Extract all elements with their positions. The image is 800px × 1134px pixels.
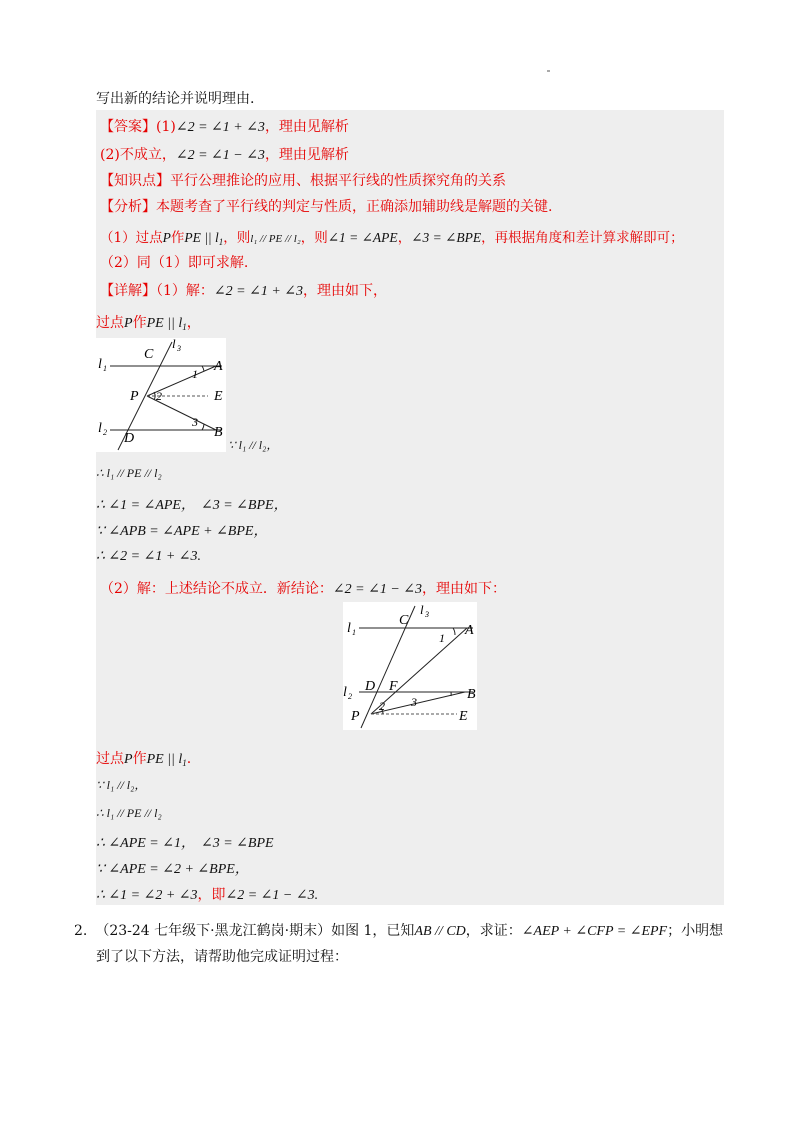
fig1-angle-2: 2 xyxy=(156,389,162,403)
fig2-angle-1: 1 xyxy=(439,631,445,645)
fig2-label-c: C xyxy=(399,613,409,628)
draw-text-a: 过点 xyxy=(96,315,124,331)
detail-draw-line: 过点P作PE || $l_1$， xyxy=(96,315,201,332)
answer-tag: 【答案】 xyxy=(100,119,156,135)
proof2-line-2: ∴ l₁ // PE // l₂ xyxy=(96,806,162,820)
knowledge-tag: 【知识点】 xyxy=(100,173,170,189)
answer-p1-suffix: ，理由见解析 xyxy=(264,119,349,135)
fig1-label-p: P xyxy=(130,389,139,404)
answer-p2-prefix: (2)不成立， xyxy=(100,147,176,163)
step1-math-4: ∠3 = ∠BPE xyxy=(411,230,482,245)
draw2-math: PE || l xyxy=(146,752,183,767)
fig1-label-d: D xyxy=(124,431,135,446)
part2-math: ∠2 = ∠1 − ∠3 xyxy=(332,582,422,597)
proof2-m1b: ， xyxy=(134,778,147,792)
knowledge-text: 平行公理推论的应用、根据平行线的性质探究角的关系 xyxy=(170,173,506,189)
answer-line-2 xyxy=(100,144,349,164)
proof2-m5b: ，即 xyxy=(197,888,226,903)
fig2-label-l1-name: l xyxy=(347,621,351,636)
proof2-m5c: ∠2 = ∠1 − ∠3 xyxy=(225,888,315,903)
detail-since-1: ∵ l₁ // l₂， xyxy=(228,438,279,452)
fig1-angle-1: 1 xyxy=(192,367,198,381)
proof1-line-1: ∴ l₁ // PE // l₂ xyxy=(96,466,162,480)
question-math-2: ∠AEP + ∠CFP = ∠EPF xyxy=(521,924,668,939)
figure-2 xyxy=(343,602,477,730)
analysis-tag: 【分析】 xyxy=(100,199,156,215)
analysis-line xyxy=(100,196,552,216)
proof2-m1: ∵ l₁ // l₂ xyxy=(96,778,135,792)
proof1-line-4 xyxy=(96,548,201,565)
answer-line-1 xyxy=(100,116,349,136)
fig1-label-l1-sub: 1 xyxy=(103,364,107,373)
proof2-m3c: ∠3 = ∠BPE xyxy=(200,836,274,851)
detail-head xyxy=(100,280,387,300)
step1-text-c: ，则 xyxy=(223,230,251,246)
proof1-l4b: . xyxy=(197,549,201,564)
analysis-step-1: （1）过点P作PE || $l_1$，则l₁ // PE // l₂，则∠1 = ∠APE，∠3 = ∠BPE，再根据角度和差计算求解即可； xyxy=(100,230,684,247)
draw-point-p: P xyxy=(124,316,133,331)
fig1-label-b: B xyxy=(214,425,223,440)
proof1-l3: ∵ ∠APB = ∠APE + ∠BPE xyxy=(96,524,254,539)
step1-text-f: ，再根据角度和差计算求解即可； xyxy=(481,230,684,246)
fig1-label-l2-sub: 2 xyxy=(103,428,107,437)
fig1-label-l3-name: l xyxy=(172,338,176,351)
answer-p1-prefix: (1) xyxy=(156,119,176,135)
proof2-line-3 xyxy=(96,832,274,852)
proof2-m3b: ， xyxy=(180,836,195,851)
intro-line: 写出新的结论并说明理由. xyxy=(96,91,255,107)
proof1-l2c: ∠3 = ∠BPE xyxy=(200,498,274,513)
fig1-label-e: E xyxy=(214,389,223,404)
page-dot xyxy=(547,70,550,72)
part2-text-b: ，理由如下： xyxy=(422,581,506,597)
fig2-label-a: A xyxy=(465,623,474,638)
draw-text-b: 作 xyxy=(132,315,147,331)
draw2-text-b: 作 xyxy=(132,751,147,767)
knowledge-line xyxy=(100,170,506,190)
proof2-m5d: . xyxy=(314,888,319,903)
draw2-text-a: 过点 xyxy=(96,751,124,767)
fig2-label-l3-name: l xyxy=(420,602,424,617)
fig2-label-l3-sub: 3 xyxy=(425,610,429,619)
proof2-line-4 xyxy=(96,858,249,878)
proof2-m4: ∵ ∠APE = ∠2 + ∠BPE xyxy=(96,862,235,877)
step1-text-e: ， xyxy=(397,230,412,246)
proof2-m5a: ∴ ∠1 = ∠2 + ∠3 xyxy=(96,888,198,903)
fig1-angle-3: 3 xyxy=(192,415,198,429)
fig1-label-l2-name: l xyxy=(98,421,102,436)
proof2-line-5 xyxy=(96,884,318,904)
proof1-l3b: ， xyxy=(253,524,268,539)
question-2-line-1 xyxy=(74,920,723,940)
analysis-step-2: （2）同（1）即可求解. xyxy=(100,255,249,271)
proof1-l2b: ， xyxy=(180,498,195,513)
fig2-label-l2-name: l xyxy=(343,685,347,700)
step1-text-b: 作 xyxy=(170,230,185,246)
step1-text-d: ，则 xyxy=(300,230,328,246)
analysis-text: 本题考查了平行线的判定与性质，正确添加辅助线是解题的关键. xyxy=(156,199,553,215)
step1-math-3: ∠1 = ∠APE xyxy=(327,230,398,245)
fig2-label-l1-sub: 1 xyxy=(352,628,356,637)
answer-p2-suffix: ，理由见解析 xyxy=(264,147,349,163)
detail-tag: 【详解】 xyxy=(100,283,156,299)
fig2-label-p: P xyxy=(351,709,360,724)
proof1-l2d: ， xyxy=(273,498,288,513)
draw-text-c: ， xyxy=(186,315,201,331)
question-text-b: ，求证： xyxy=(465,923,522,939)
step1-math-1: PE || l xyxy=(184,230,219,245)
draw2-point-p: P xyxy=(124,752,133,767)
fig1-label-a: A xyxy=(214,359,223,374)
question-text-c: ；小明想 xyxy=(667,923,724,939)
fig2-angle-2: 2 xyxy=(379,699,385,713)
step1-math-2: l₁ // PE // l₂ xyxy=(250,233,301,245)
detail-draw-line-2: 过点P作PE || $l_1$. xyxy=(96,751,192,768)
part2-head xyxy=(100,578,506,598)
part2-text-a: （2）解：上述结论不成立．新结论： xyxy=(100,581,333,597)
question-text-a: （23-24 七年级下·黑龙江鹤岗·期末）如图 1，已知 xyxy=(95,923,415,939)
fig2-label-d: D xyxy=(365,679,376,694)
detail-head-math: ∠2 = ∠1 + ∠3 xyxy=(213,284,304,299)
fig2-angle-3: 3 xyxy=(411,695,417,709)
draw-math: PE || l xyxy=(146,316,183,331)
fig2-label-b: B xyxy=(467,687,476,702)
proof2-m3a: ∴ ∠APE = ∠1 xyxy=(96,836,181,851)
fig2-label-l2-sub: 2 xyxy=(348,692,352,701)
proof2-line-1 xyxy=(96,776,146,793)
step1-point-p: P xyxy=(162,230,171,245)
question-math-1: AB // CD xyxy=(414,924,466,939)
detail-head-a: （1）解： xyxy=(156,283,214,299)
detail-head-b: ，理由如下， xyxy=(303,283,388,299)
fig1-label-l3-sub: 3 xyxy=(177,344,181,353)
fig1-label-l1-name: l xyxy=(98,357,102,372)
proof1-line-2 xyxy=(96,494,288,514)
proof1-line-3 xyxy=(96,520,267,540)
fig2-label-e: E xyxy=(459,709,468,724)
figure-1 xyxy=(96,338,226,452)
proof1-l4: ∴ ∠2 = ∠1 + ∠3 xyxy=(96,549,198,564)
proof2-m4b: ， xyxy=(234,862,249,877)
answer-p2-math: ∠2 = ∠1 − ∠3 xyxy=(175,148,265,163)
question-2-line-2: 到了以下方法，请帮助他完成证明过程： xyxy=(96,949,348,965)
fig1-label-c: C xyxy=(144,347,154,362)
answer-p1-math: ∠2 = ∠1 + ∠3 xyxy=(175,120,265,135)
proof1-l2a: ∴ ∠1 = ∠APE xyxy=(96,498,181,513)
question-number: 2. xyxy=(74,923,88,939)
step1-text-a: （1）过点 xyxy=(100,230,163,246)
draw2-text-c: . xyxy=(186,751,192,767)
fig2-label-f: F xyxy=(389,679,398,694)
